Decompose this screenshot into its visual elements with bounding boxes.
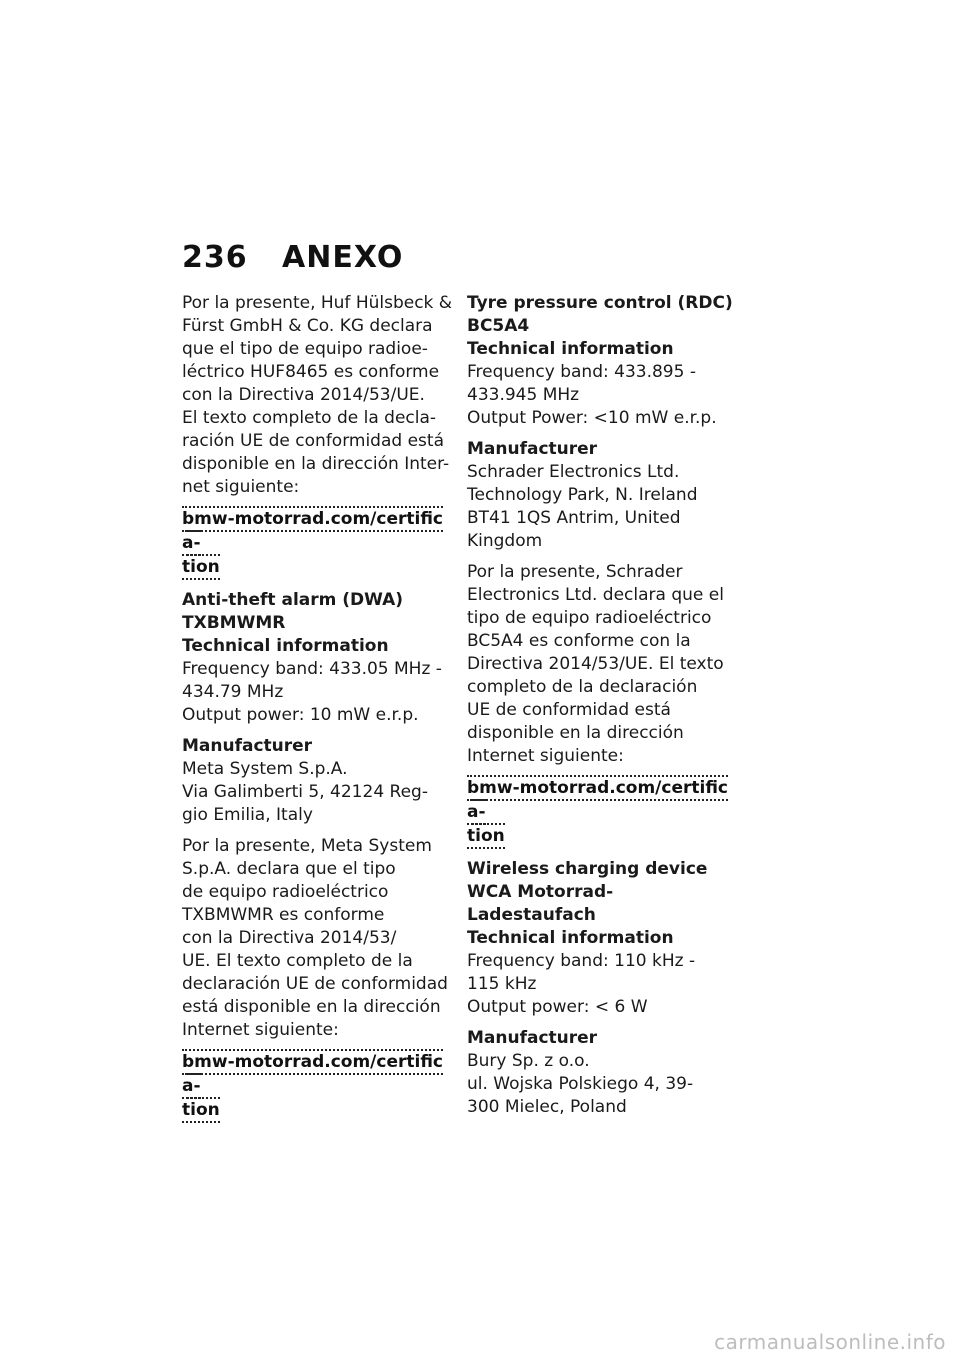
certification-link-2[interactable]: bmw-motorrad.com/certifica- tion bbox=[182, 1050, 454, 1122]
rdc-tech-info: Frequency band: 433.895 - 433.945 MHz Output Power: <10 mW e.r.p. bbox=[467, 362, 717, 428]
rdc-declaration: Por la presente, Schrader Electronics Ltd. declara que el tipo de equipo radioeléctrico BC5A4 es conforme con la Directiva 2014/53/UE. El texto completo de la declaración UE de conformidad está disponible en la dirección Internet siguiente: bbox=[467, 562, 724, 766]
page-header bbox=[182, 240, 403, 275]
huf-declaration: Por la presente, Huf Hülsbeck & Fürst GmbH & Co. KG declara que el tipo de equipo radioe- léctrico HUF8465 es conforme con la Directiva 2014/53/UE. El texto completo de la decla- ración UE de conformidad está disponible en la dirección Inter- net siguiente: bbox=[182, 293, 453, 497]
rdc-model: BC5A4 bbox=[467, 316, 530, 336]
page-title: ANEXO bbox=[282, 240, 404, 275]
rdc-manufacturer-info: Schrader Electronics Ltd. Technology Park, N. Ireland BT41 1QS Antrim, United Kingdom bbox=[467, 462, 698, 551]
right-column bbox=[467, 292, 739, 1127]
wca-heading: Wireless charging device bbox=[467, 859, 708, 879]
dwa-declaration: Por la presente, Meta System S.p.A. declara que el tipo de equipo radioeléctrico TXBMWMR es conforme con la Directiva 2014/53/ UE. El texto completo de la declaración UE de conformidad está disponible en la dirección Internet siguiente: bbox=[182, 836, 448, 1040]
dwa-manufacturer-info: Meta System S.p.A. Via Galimberti 5, 42124 Reg- gio Emilia, Italy bbox=[182, 759, 428, 825]
wca-manufacturer-info: Bury Sp. z o.o. ul. Wojska Polskiego 4, 39- 300 Mielec, Poland bbox=[467, 1051, 694, 1117]
rdc-heading: Tyre pressure control (RDC) bbox=[467, 293, 733, 313]
wca-model: WCA Motorrad-Ladestaufach bbox=[467, 882, 614, 925]
dwa-tech-info: Frequency band: 433.05 MHz - 434.79 MHz Output power: 10 mW e.r.p. bbox=[182, 659, 442, 725]
certification-link-3[interactable]: bmw-motorrad.com/certifica- tion bbox=[467, 776, 739, 848]
dwa-manufacturer-heading: Manufacturer bbox=[182, 736, 313, 756]
certification-link-1[interactable]: bmw-motorrad.com/certifica- tion bbox=[182, 507, 454, 579]
wca-tech-info: Frequency band: 110 kHz - 115 kHz Output power: < 6 W bbox=[467, 951, 696, 1017]
left-column bbox=[182, 292, 454, 1132]
dwa-heading: Anti-theft alarm (DWA) bbox=[182, 590, 404, 610]
wca-tech-heading: Technical information bbox=[467, 928, 674, 948]
wca-manufacturer-heading: Manufacturer bbox=[467, 1028, 598, 1048]
watermark: carmanualsonline.info bbox=[714, 1330, 946, 1354]
page-number: 236 bbox=[182, 240, 248, 275]
dwa-model: TXBMWMR bbox=[182, 613, 286, 633]
dwa-tech-heading: Technical information bbox=[182, 636, 389, 656]
rdc-tech-heading: Technical information bbox=[467, 339, 674, 359]
rdc-manufacturer-heading: Manufacturer bbox=[467, 439, 598, 459]
